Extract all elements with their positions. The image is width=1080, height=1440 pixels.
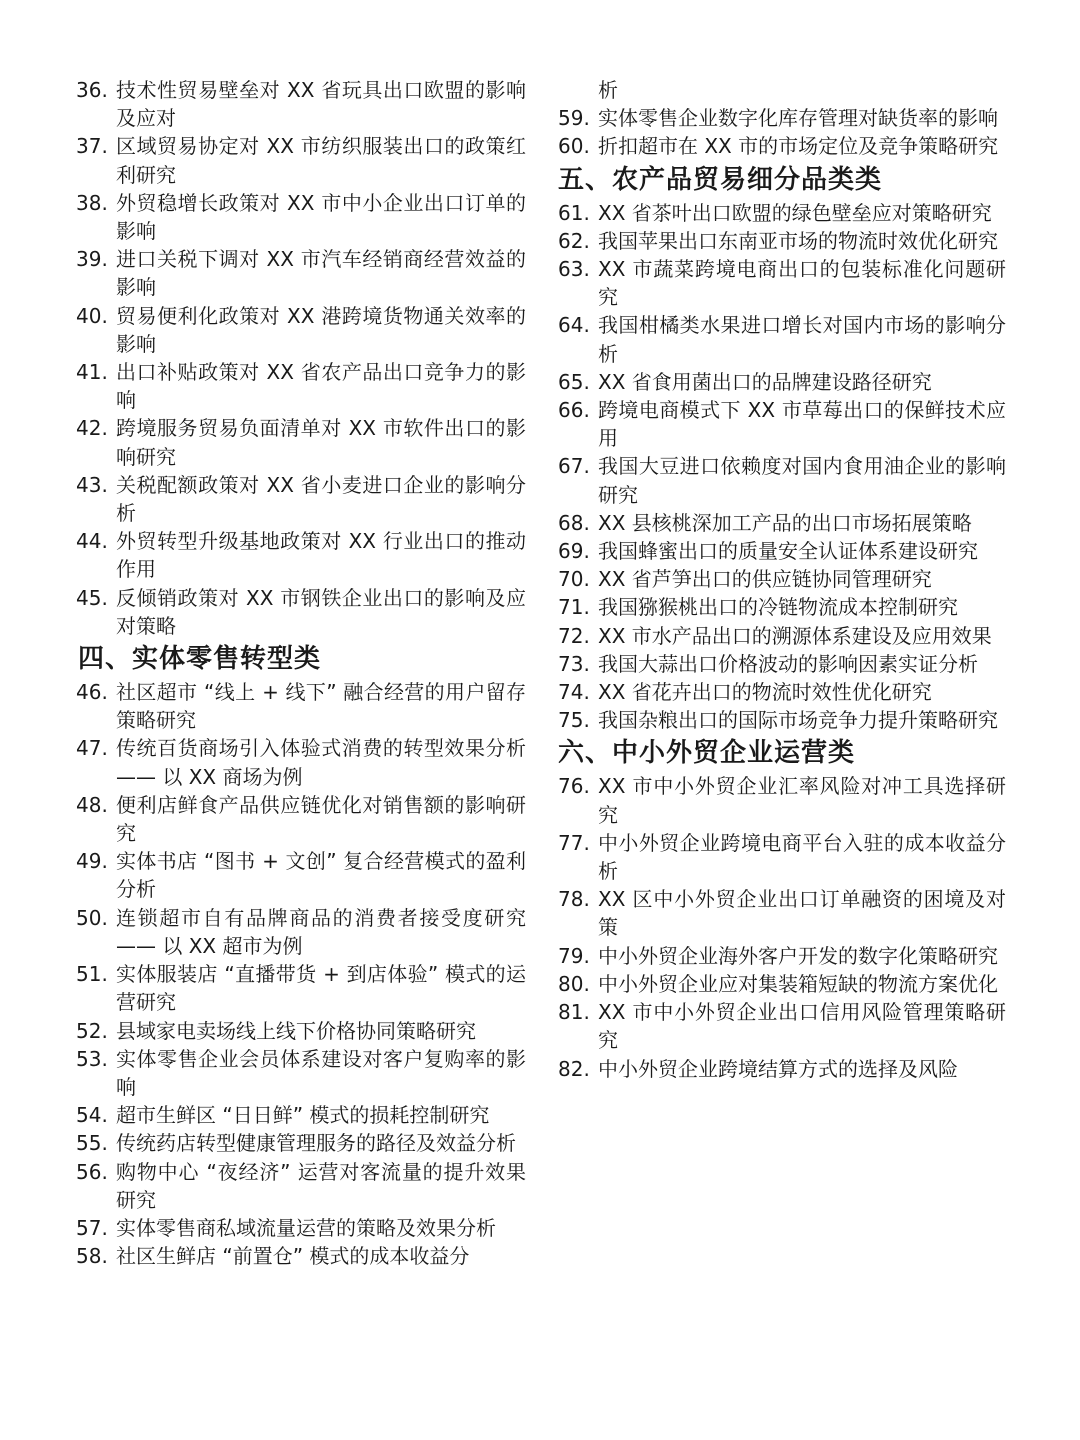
item-number: 40.: [76, 303, 108, 328]
item-title: XX 市中小外贸企业出口信用风险管理策略研究: [598, 1000, 1006, 1053]
left-column: [76, 76, 526, 1270]
item-title: XX 省花卉出口的物流时效性优化研究: [598, 680, 932, 705]
item-title: 传统百货商场引入体验式消费的转型效果分析 —— 以 XX 商场为例: [116, 736, 526, 789]
topic-list-item: [76, 1242, 526, 1270]
section-heading: 六、中小外贸企业运营类: [558, 738, 856, 769]
item-number: 77.: [558, 830, 590, 855]
topic-list-item: [76, 904, 526, 960]
item-title: 我国柑橘类水果进口增长对国内市场的影响分析: [598, 313, 1006, 366]
topic-list-item: [558, 829, 1006, 885]
topic-list-item: [558, 537, 1006, 565]
item-title: 实体零售企业数字化库存管理对缺货率的影响: [598, 106, 998, 131]
topic-list-item: [76, 189, 526, 245]
item-number: 67.: [558, 454, 590, 479]
topic-list-item: [76, 584, 526, 640]
topic-list-item: [76, 1101, 526, 1129]
right-column: [558, 76, 1006, 1083]
topic-list-item: [558, 772, 1006, 828]
item-number: 53.: [76, 1046, 108, 1071]
item-title: 社区超市 “线上 + 线下” 融合经营的用户留存策略研究: [116, 680, 526, 733]
item-title: 我国大蒜出口价格波动的影响因素实证分析: [598, 651, 978, 676]
item-title: 实体零售商私域流量运营的策略及效果分析: [116, 1215, 496, 1240]
item-number: 72.: [558, 623, 590, 648]
topic-list-item: [76, 302, 526, 358]
item-title: 进口关税下调对 XX 市汽车经销商经营效益的影响: [116, 247, 526, 300]
item-number: 45.: [76, 585, 108, 610]
topic-list-item: [558, 885, 1006, 941]
item-title: 我国猕猴桃出口的冷链物流成本控制研究: [598, 595, 958, 620]
topic-list-item: [558, 396, 1006, 452]
topic-list-item: [558, 1055, 1006, 1083]
topic-list-item: [76, 1158, 526, 1214]
item-number: 62.: [558, 228, 590, 253]
item-title: 中小外贸企业应对集装箱短缺的物流方案优化: [598, 971, 998, 996]
topic-list-item: [558, 199, 1006, 227]
item-title: 超市生鲜区 “日日鲜” 模式的损耗控制研究: [116, 1103, 490, 1128]
item-title: 中小外贸企业跨境电商平台入驻的成本收益分析: [598, 830, 1006, 884]
topic-list-item: [76, 76, 526, 132]
topic-list-item: [558, 132, 1006, 160]
item-number: 80.: [558, 971, 590, 996]
item-number: 51.: [76, 962, 108, 987]
item-title: 我国蜂蜜出口的质量安全认证体系建设研究: [598, 539, 978, 564]
item-number: 82.: [558, 1056, 590, 1081]
item-number: 36.: [76, 78, 108, 102]
item-title: XX 市中小外贸企业汇率风险对冲工具选择研究: [598, 774, 1006, 827]
item-title: 社区生鲜店 “前置仓” 模式的成本收益分: [116, 1244, 470, 1269]
item-number: 63.: [558, 257, 590, 282]
item-title: 购物中心 “夜经济” 运营对客流量的提升效果研究: [116, 1159, 526, 1212]
topic-list-item: [558, 650, 1006, 678]
item-title: XX 市蔬菜跨境电商出口的包装标准化问题研究: [598, 257, 1006, 310]
item-title: 我国苹果出口东南亚市场的物流时效优化研究: [598, 228, 998, 253]
item-title: 传统药店转型健康管理服务的路径及效益分析: [116, 1131, 516, 1156]
item-number: 81.: [558, 1000, 590, 1025]
topic-list-item: [558, 368, 1006, 396]
topic-list-item: [558, 942, 1006, 970]
item-title: 实体零售企业会员体系建设对客户复购率的影响: [116, 1046, 526, 1099]
item-title: 实体书店 “图书 + 文创” 复合经营模式的盈利分析: [116, 849, 526, 902]
section-heading: 四、实体零售转型类: [78, 644, 322, 675]
item-number: 47.: [76, 736, 108, 761]
topic-list-item: [558, 104, 1006, 132]
topic-list-item: [76, 678, 526, 734]
topic-list-item: [76, 245, 526, 301]
continued-text: 析: [598, 78, 618, 102]
item-title: 实体服装店 “直播带货 + 到店体验” 模式的运营研究: [116, 962, 526, 1015]
topic-list-item: [76, 960, 526, 1016]
item-number: 44.: [76, 529, 108, 554]
item-title: 出口补贴政策对 XX 省农产品出口竞争力的影响: [116, 360, 526, 413]
item-number: 69.: [558, 539, 590, 564]
topic-list-item: [76, 1017, 526, 1045]
topic-list-item: [558, 622, 1006, 650]
topic-list-item: [558, 255, 1006, 311]
topic-list-item: [76, 132, 526, 188]
item-title: XX 省茶叶出口欧盟的绿色壁垒应对策略研究: [598, 200, 992, 225]
item-title: XX 省食用菌出口的品牌建设路径研究: [598, 369, 932, 394]
topic-list-item: [558, 509, 1006, 537]
item-title: XX 市水产品出口的溯源体系建设及应用效果: [598, 623, 992, 648]
topic-list-item: [76, 414, 526, 470]
item-number: 42.: [76, 416, 108, 441]
item-number: 61.: [558, 200, 590, 225]
item-number: 66.: [558, 398, 590, 423]
topic-list-item: [76, 847, 526, 903]
item-number: 68.: [558, 510, 590, 535]
topic-list-item: [558, 311, 1006, 367]
topic-list-item: [558, 970, 1006, 998]
topic-list-item: [558, 593, 1006, 621]
topic-list-item: [558, 678, 1006, 706]
item-number: 74.: [558, 680, 590, 705]
section-heading: 五、农产品贸易细分品类类: [558, 164, 883, 195]
item-number: 70.: [558, 567, 590, 592]
item-number: 39.: [76, 247, 108, 272]
item-title: 贸易便利化政策对 XX 港跨境货物通关效率的影响: [116, 303, 526, 356]
item-number: 79.: [558, 943, 590, 968]
item-number: 52.: [76, 1018, 108, 1043]
topic-list-item: [558, 565, 1006, 593]
item-title: 跨境服务贸易负面清单对 XX 市软件出口的影响研究: [116, 416, 526, 469]
item-title: 外贸转型升级基地政策对 XX 行业出口的推动作用: [116, 529, 526, 582]
item-number: 60.: [558, 134, 590, 159]
item-title: 折扣超市在 XX 市的市场定位及竞争策略研究: [598, 134, 999, 159]
item-number: 38.: [76, 190, 108, 215]
item-title: 便利店鲜食产品供应链优化对销售额的影响研究: [116, 792, 526, 846]
item-title: 我国大豆进口依赖度对国内食用油企业的影响研究: [598, 454, 1006, 507]
item-title: 中小外贸企业海外客户开发的数字化策略研究: [598, 943, 998, 968]
topic-list-item: [558, 227, 1006, 255]
item-number: 73.: [558, 651, 590, 676]
item-number: 64.: [558, 313, 590, 338]
item-title: 关税配额政策对 XX 省小麦进口企业的影响分析: [116, 472, 526, 526]
item-number: 50.: [76, 905, 108, 930]
item-title: 连锁超市自有品牌商品的消费者接受度研究 —— 以 XX 超市为例: [116, 905, 526, 958]
item-number: 75.: [558, 708, 590, 733]
item-title: 外贸稳增长政策对 XX 市中小企业出口订单的影响: [116, 190, 526, 244]
item-number: 54.: [76, 1103, 108, 1128]
topic-list-item: [76, 734, 526, 790]
topic-list-item: [76, 358, 526, 414]
topic-list-item: [76, 1045, 526, 1101]
item-number: 56.: [76, 1159, 108, 1184]
item-title: 区域贸易协定对 XX 市纺织服装出口的政策红利研究: [116, 134, 526, 187]
item-number: 58.: [76, 1244, 108, 1269]
item-title: XX 省芦笋出口的供应链协同管理研究: [598, 567, 932, 592]
item-title: 中小外贸企业跨境结算方式的选择及风险: [598, 1056, 958, 1081]
item-number: 43.: [76, 472, 108, 497]
item-number: 55.: [76, 1131, 108, 1156]
item-title: XX 区中小外贸企业出口订单融资的困境及对策: [598, 887, 1006, 940]
item-title: XX 县核桃深加工产品的出口市场拓展策略: [598, 510, 972, 535]
item-title: 我国杂粮出口的国际市场竞争力提升策略研究: [598, 708, 998, 733]
topic-list-item: [558, 452, 1006, 508]
item-number: 76.: [558, 774, 590, 799]
item-title: 技术性贸易壁垒对 XX 省玩具出口欧盟的影响及应对: [116, 78, 526, 131]
item-title: 反倾销政策对 XX 市钢铁企业出口的影响及应对策略: [116, 585, 526, 638]
item-number: 59.: [558, 106, 590, 131]
topic-list-item: [558, 706, 1006, 734]
item-title: 跨境电商模式下 XX 市草莓出口的保鲜技术应用: [598, 398, 1006, 451]
item-number: 65.: [558, 369, 590, 394]
item-number: 78.: [558, 887, 590, 912]
item-number: 37.: [76, 134, 108, 159]
topic-list-item: [76, 1214, 526, 1242]
item-number: 48.: [76, 792, 108, 817]
item-number: 49.: [76, 849, 108, 874]
item-number: 41.: [76, 360, 108, 385]
topic-list-item: [558, 998, 1006, 1054]
item-number: 71.: [558, 595, 590, 620]
topic-list-item: [76, 471, 526, 527]
topic-list-item: [76, 527, 526, 583]
topic-list-item: [76, 1129, 526, 1157]
item-number: 46.: [76, 680, 108, 705]
item-number: 57.: [76, 1215, 108, 1240]
topic-list-item: [76, 791, 526, 847]
item-title: 县域家电卖场线上线下价格协同策略研究: [116, 1018, 476, 1043]
